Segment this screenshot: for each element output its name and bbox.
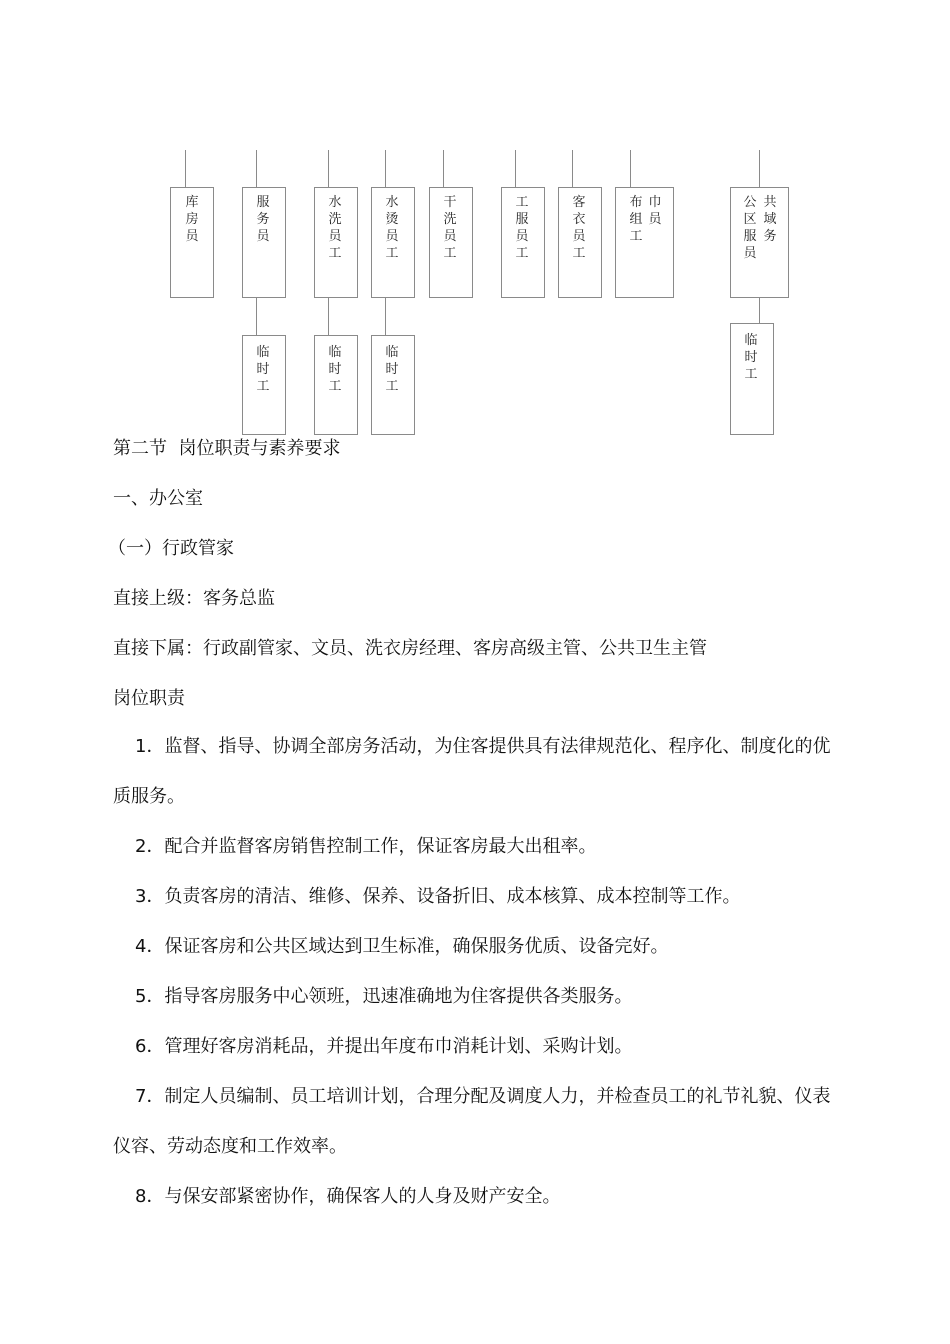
duty-item — [113, 1172, 843, 1222]
duty-item — [113, 1072, 843, 1172]
connector-line — [515, 150, 516, 188]
org-box-wash — [314, 187, 358, 298]
org-box-temp — [730, 323, 774, 435]
org-box-attendant — [242, 187, 286, 298]
connector-line — [385, 150, 386, 188]
org-box-storeroom — [170, 187, 214, 298]
org-box-temp — [242, 335, 286, 435]
org-box-label: 布组工 — [629, 195, 643, 244]
org-box-label: 工服员工 — [515, 195, 529, 261]
duties-heading: 岗位职责 — [113, 688, 185, 709]
org-box-label: 库房员 — [185, 195, 199, 244]
org-box-temp — [371, 335, 415, 435]
org-box-dryclean — [429, 187, 473, 298]
duty-text: 5．指导客房服务中心领班，迅速准确地为住客提供各类服务。 — [135, 986, 633, 1007]
duty-text: 4．保证客房和公共区域达到卫生标准，确保服务优质、设备完好。 — [135, 936, 669, 957]
org-box-label-2: 共域务 — [763, 195, 777, 244]
org-box-label: 水洗员工 — [328, 195, 342, 261]
duty-text: 1．监督、指导、协调全部房务活动，为住客提供具有法律规范化、程序化、制度化的优质服务。 — [113, 736, 831, 807]
duty-item — [113, 722, 843, 822]
connector-line — [630, 150, 631, 188]
duty-text: 7．制定人员编制、员工培训计划，合理分配及调度人力，并检查员工的礼节礼貌、仪表仪容、劳动态度和工作效率。 — [113, 1086, 831, 1157]
direct-subordinates: 直接下属：行政副管家、文员、洗衣房经理、客房高级主管、公共卫生主管 — [113, 638, 707, 659]
connector-line — [443, 150, 444, 188]
org-box-label-2: 巾员 — [648, 195, 662, 227]
org-box-temp — [314, 335, 358, 435]
connector-line — [385, 298, 386, 335]
connector-line — [759, 150, 760, 188]
org-box-iron — [371, 187, 415, 298]
duty-item — [113, 972, 843, 1022]
org-box-label: 临时工 — [385, 345, 399, 394]
org-box-label: 客衣员工 — [572, 195, 586, 261]
org-box-uniform — [501, 187, 545, 298]
duty-item — [113, 1022, 843, 1072]
connector-line — [256, 150, 257, 188]
connector-line — [256, 298, 257, 335]
org-box-label: 水烫员工 — [385, 195, 399, 261]
connector-line — [572, 150, 573, 188]
duty-text: 8．与保安部紧密协作，确保客人的人身及财产安全。 — [135, 1186, 561, 1207]
connector-line — [759, 298, 760, 323]
direct-superior: 直接上级：客务总监 — [113, 588, 275, 609]
duty-text: 6．管理好客房消耗品，并提出年度布巾消耗计划、采购计划。 — [135, 1036, 633, 1057]
connector-line — [185, 150, 186, 188]
org-box-linen — [615, 187, 674, 298]
heading-office: 一、办公室 — [113, 488, 203, 509]
duty-text: 3．负责客房的清洁、维修、保养、设备折旧、成本核算、成本控制等工作。 — [135, 886, 741, 907]
section-title: 第二节 岗位职责与素养要求 — [113, 438, 341, 459]
duty-item — [113, 822, 843, 872]
org-box-label: 公区服员 — [743, 195, 757, 261]
duty-item — [113, 872, 843, 922]
org-box-label: 服务员 — [256, 195, 270, 244]
org-box-public-area — [730, 187, 789, 298]
org-box-label: 临时工 — [256, 345, 270, 394]
org-box-label: 临时工 — [744, 333, 758, 382]
duty-text: 2．配合并监督客房销售控制工作，保证客房最大出租率。 — [135, 836, 597, 857]
org-box-label: 干洗员工 — [443, 195, 457, 261]
connector-line — [328, 298, 329, 335]
connector-line — [328, 150, 329, 188]
org-box-guest-laundry — [558, 187, 602, 298]
org-box-label: 临时工 — [328, 345, 342, 394]
heading-role: （一）行政管家 — [108, 538, 234, 559]
duty-item — [113, 922, 843, 972]
